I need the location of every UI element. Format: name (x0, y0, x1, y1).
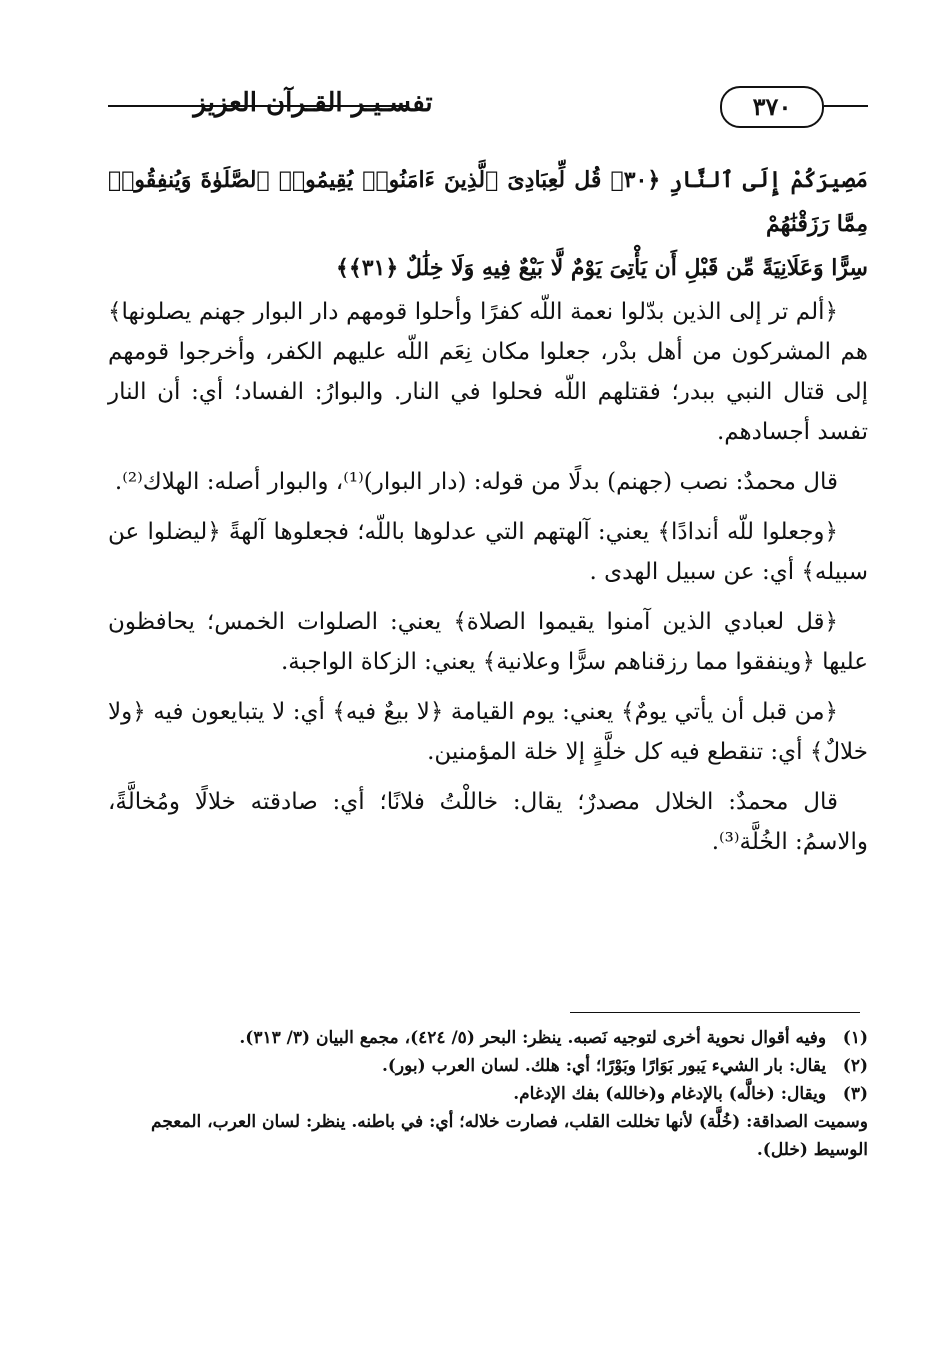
footnote-number: (٣) (842, 1084, 868, 1104)
footnote-text: وفيه أقوال نحوية أخرى لتوجيه نَصبه. ينظر: البحر (٥/ ٤٢٤)، مجمع البيان (٣/ ٣١٣). (239, 1028, 827, 1048)
paragraph: ﴿ألم تر إلى الذين بدّلوا نعمة اللّه كفرًا وأحلوا قومهم دار البوار جهنم يصلونها﴾ هم المشركون من أهل بدْر، جعلوا مكان نِعَم اللّه عليهم الكفر، وأخرجوا قومهم إلى قتال النبي ببدر؛ فقتلهم اللّه فحلوا في النار. والبوارُ: الفساد؛ أي: أن النار تفسد أجسادهم. (108, 299, 868, 445)
paragraph: قال محمدٌ: الخلال مصدرٌ؛ يقال: خاللْتُ فلانًا؛ أي: صادقته خلالًا ومُخالَّةً، والاسمُ: الخُلَّة⁽³⁾. (108, 789, 868, 855)
page-header (108, 86, 868, 126)
footnote-continuation (108, 1108, 868, 1164)
quran-verse (108, 158, 868, 290)
footnote-text: يقال: بار الشيء يَبور بَوَارًا وبَوْرًا؛ أي: هلك. لسان العرب (بور). (381, 1056, 827, 1076)
footnote-number: (٢) (842, 1056, 868, 1076)
main-text (108, 158, 868, 872)
paragraph: ﴿وجعلوا للّه أندادًا﴾ يعني: آلهتهم التي عدلوها باللّه؛ فجعلوها آلهةً ﴿ليضلوا عن سبيله﴾ أي: عن سبيل الهدى . (108, 519, 868, 585)
verse-line-2: سِرًّا وَعَلَانِيَةً مِّن قَبْلِ أَن يَأْتِىَ يَوْمٌ لَّا بَيْعٌ فِيهِ وَلَا خِلَٰلٌ ﴿٣١﴾﴾ (335, 255, 868, 281)
verse-line-1: مَصِيرَكُمْ إِلَى ٱلنَّارِ ﴿٣٠﴾ قُل لِّعِبَادِىَ ٱلَّذِينَ ءَامَنُوا۟ يُقِيمُوا۟ ٱلصَّلَوٰةَ وَيُنفِقُوا۟ مِمَّا رَزَقْنَٰهُمْ (108, 167, 868, 237)
paragraph: ﴿قل لعبادي الذين آمنوا يقيموا الصلاة﴾ يعني: الصلوات الخمس؛ يحافظون عليها ﴿وينفقوا مما رزقناهم سرًّا وعلانية﴾ يعني: الزكاة الواجبة. (108, 609, 868, 675)
footnote (108, 1052, 868, 1080)
footnote-text: وسميت الصداقة: (خُلَّة) لأنها تخللت القلب، فصارت خلاله؛ أي: في باطنه. ينظر: لسان العرب، المعجم الوسيط (خلل). (151, 1112, 868, 1160)
paragraph: قال محمدٌ: نصب (جهنم) بدلًا من قوله: (دار البوار)⁽¹⁾، والبوار أصله: الهلاك⁽²⁾. (114, 469, 838, 495)
header-rule-right (824, 105, 868, 107)
footnote (108, 1024, 868, 1052)
footnote-number: (١) (842, 1028, 868, 1048)
paragraph: ﴿من قبل أن يأتي يومٌ﴾ يعني: يوم القيامة ﴿لا بيعٌ فيه﴾ أي: لا يتبايعون فيه ﴿ولا خلالٌ﴾ أي: تنقطع فيه كل خلَّةٍ إلا خلة المؤمنين. (108, 699, 868, 765)
footnote (108, 1080, 868, 1108)
footnotes (108, 1024, 868, 1164)
book-title: تفسـيـر القـرآن العزيز (193, 88, 433, 118)
page-number: ٣٧٠ (720, 86, 824, 128)
footnote-separator (570, 1012, 860, 1013)
footnote-text: ويقال: (خالَّه) بالإدغام و(خالله) بفك الإدغام. (513, 1084, 827, 1104)
